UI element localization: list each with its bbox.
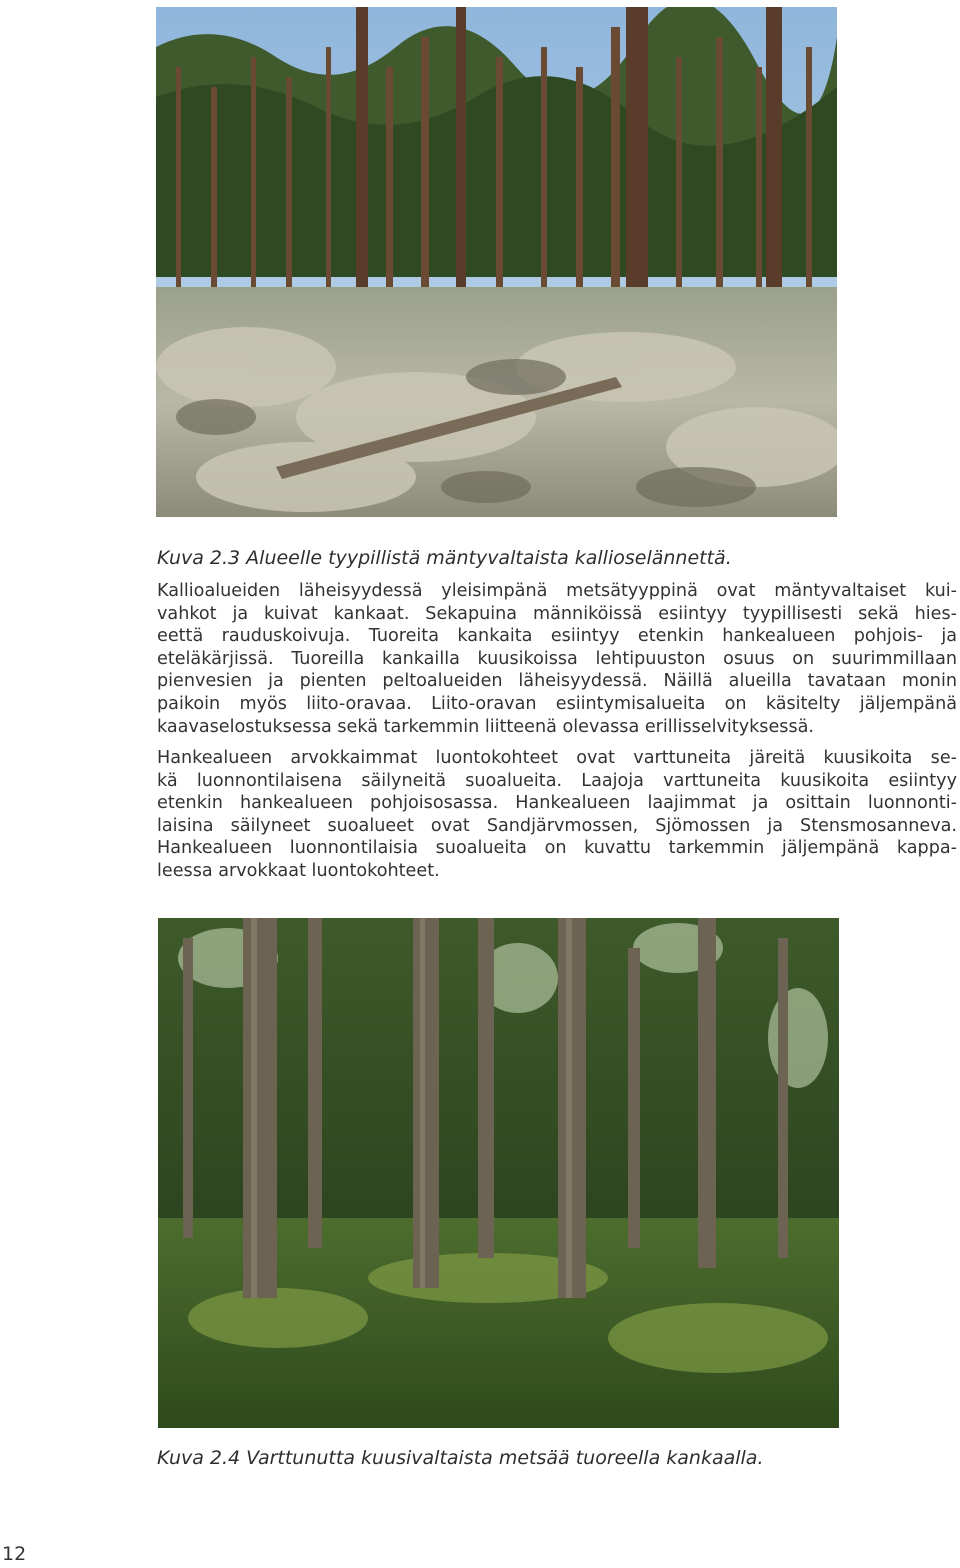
paragraph-line: kaavaselostuksessa sekä tarkemmin liitteenä olevassa erillisselvityksessä. [157,716,814,737]
paragraph-line: pienvesien ja pienten peltoalueiden läheisyydessä. Näillä alueilla tavataan monin [157,671,957,692]
paragraph-line: paikoin myös liito-oravaa. Liito-oravan esiintymisalueita on käsitelty jäljempänä [157,693,957,714]
spruce-forest-photo [158,918,839,1428]
paragraph-line: etenkin hankealueen pohjoisosassa. Hankealueen laajimmat ja osittain luonnonti- [157,793,957,814]
paragraph-line: eteläkärjissä. Tuoreilla kankailla kuusikoissa lehtipuuston osuus on suurimmillaan [157,648,957,669]
paragraph-line: laisina säilyneet suoalueet ovat Sandjärvmossen, Sjömossen ja Stensmosanneva. [157,815,957,836]
paragraph-line: eettä rauduskoivuja. Tuoreita kankaita esiintyy etenkin hankealueen pohjois- ja [157,626,957,647]
pine-forest-photo [156,7,837,517]
paragraph-line: Kallioalueiden läheisyydessä yleisimpänä metsätyyppinä ovat mäntyvaltaiset kui- [157,581,957,601]
paragraph-line: kä luonnontilaisena säilyneitä suoalueita. Laajoja varttuneita kuusikoita esiintyy [157,770,957,791]
paragraph-line: Hankealueen luonnontilaisia suoalueita on kuvattu tarkemmin jäljempänä kappa- [157,838,957,859]
paragraph-line: Hankealueen arvokkaimmat luontokohteet ovat varttuneita järeitä kuusikoita se- [157,748,957,768]
page-number: 12 [2,1543,27,1565]
figure-caption: Kuva 2.4 Varttunutta kuusivaltaista metsää tuoreella kankaalla. [157,1447,764,1469]
pine-forest-image [156,7,837,517]
body-paragraph [157,747,957,883]
spruce-forest-image [158,918,839,1428]
figure-caption: Kuva 2.3 Alueelle tyypillistä mäntyvaltaista kallioselännettä. [157,547,732,569]
paragraph-line: vahkot ja kuivat kankaat. Sekapuina männiköissä esiintyy tyypillisesti sekä hies- [157,603,957,624]
paragraph-line: leessa arvokkaat luontokohteet. [157,860,440,881]
body-paragraph [157,580,957,738]
